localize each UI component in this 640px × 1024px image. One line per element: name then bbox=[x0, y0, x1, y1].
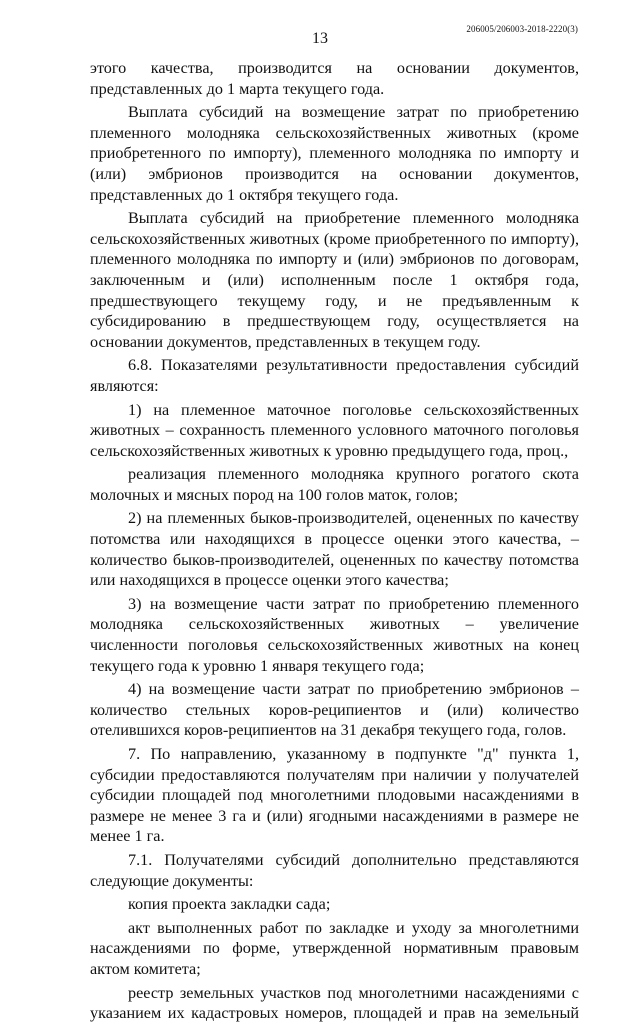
paragraph: 1) на племенное маточное поголовье сельскохозяйственных животных – сохранность племенного условного маточного поголовья сельскохозяйственных животных к уровню предыдущего года, проц., bbox=[90, 400, 579, 460]
paragraph: акт выполненных работ по закладке и уходу за многолетними насаждениями по форме, утвержденной нормативным правовым актом комитета; bbox=[90, 918, 579, 978]
paragraph: реестр земельных участков под многолетними насаждениями с указанием их кадастровых номеров, площадей и прав на земельный bbox=[90, 983, 579, 1023]
paragraph: копия проекта закладки сада; bbox=[128, 895, 331, 914]
paragraph: 6.8. Показателями результативности предоставления субсидий являются: bbox=[90, 356, 579, 395]
paragraph: 4) на возмещение части затрат по приобретению эмбрионов – количество стельных коров-реципиентов и (или) количество отелившихся коров-реципиентов на 31 декабря текущего года, голов. bbox=[90, 680, 579, 740]
paragraph: 7. По направлению, указанному в подпункте "д" пункта 1, субсидии предоставляются получателям при наличии у получателей субсидии площадей под многолетними плодовыми насаждениями в размере не менее 3 га и (или) ягодными насаждениями в размере не менее 1 га. bbox=[90, 745, 579, 846]
paragraph: 7.1. Получателями субсидий дополнительно представляются следующие документы: bbox=[90, 850, 579, 890]
paragraph: этого качества, производится на основании документов, представленных до 1 марта текущего года. bbox=[90, 59, 579, 98]
paragraph: 3) на возмещение части затрат по приобретению племенного молодняка сельскохозяйственных животных – увеличение численности поголовья сельскохозяйственных животных на конец текущего года к уровню 1 января текущего года; bbox=[90, 594, 579, 675]
page-number: 13 bbox=[312, 30, 328, 47]
paragraph: реализация племенного молодняка крупного рогатого скота молочных и мясных пород на 100 голов маток, голов; bbox=[90, 465, 579, 504]
document-code: 206005/206003-2018-2220(3) bbox=[466, 24, 578, 34]
document-body bbox=[90, 58, 579, 1024]
paragraph: Выплата субсидий на возмещение затрат по приобретению племенного молодняка сельскохозяйственных животных (кроме приобретенного по импорту), племенного молодняка по импорту и (или) эмбрионов производится на основании документов, представленных до 1 октября текущего года. bbox=[90, 103, 579, 204]
paragraph: Выплата субсидий на приобретение племенного молодняка сельскохозяйственных животных (кроме приобретенного по импорту), племенного молодняка по импорту и (или) эмбрионов по договорам, заключенным и (или) исполненным после 1 октября года, предшествующего текущему году, и не предъявленным к субсидированию в предшествующем году, осуществляется на основании документов, представленных в текущем году. bbox=[90, 209, 579, 351]
paragraph: 2) на племенных быков-производителей, оцененных по качеству потомства или находящихся в процессе оценки этого качества, – количество быков-производителей, оцененных по качеству потомства или находящихся в процессе оценки этого качества; bbox=[90, 509, 579, 590]
